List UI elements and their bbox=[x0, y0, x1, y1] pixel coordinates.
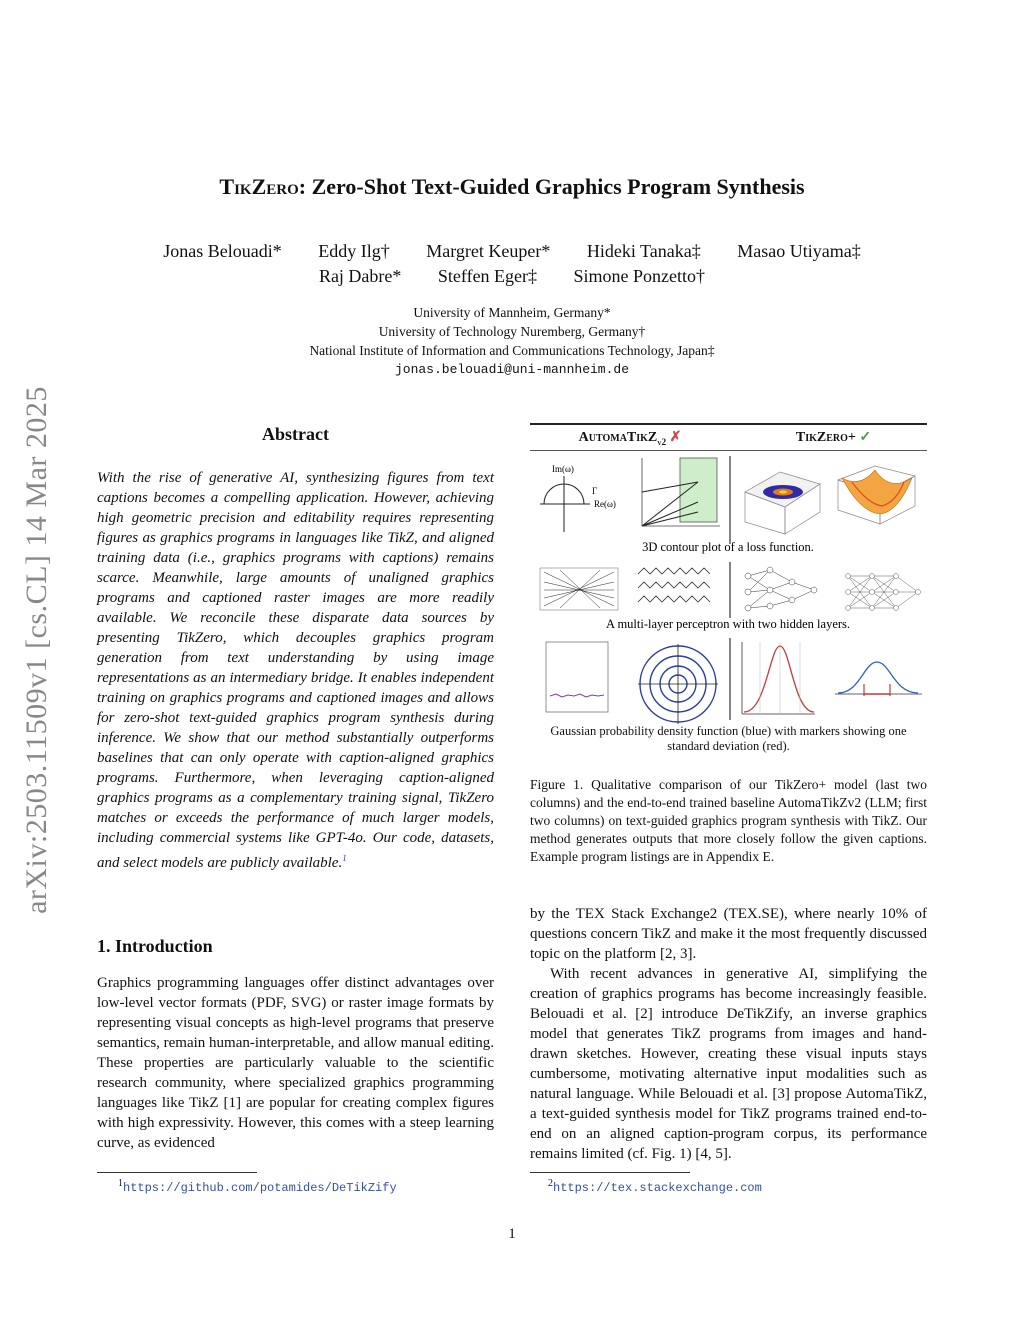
svg-text:Γ: Γ bbox=[592, 486, 598, 496]
figure-panels bbox=[530, 452, 927, 762]
panel-3d-contour bbox=[745, 472, 820, 534]
author: Steffen Eger‡ bbox=[437, 266, 538, 286]
panel-mlp-2 bbox=[638, 568, 710, 602]
footnote-ref[interactable]: 1 bbox=[342, 853, 347, 863]
author: Simone Ponzetto† bbox=[573, 266, 706, 286]
panel-vector-lines bbox=[642, 458, 720, 526]
abstract-heading: Abstract bbox=[262, 424, 329, 444]
author: Hideki Tanaka‡ bbox=[586, 241, 701, 261]
right-col-paragraph-1: by the TEX Stack Exchange2 (TEX.SE), where nearly 10% of questions concern TikZ and make it the most frequently discussed topic on the platform [2, 3]. bbox=[530, 906, 927, 962]
abstract-body: With the rise of generative AI, synthesizing figures from text captions becomes a compelling application. However, achieving high geometric precision and editability requires representing figures as graphics programs in languages like TikZ, and aligned training data (i.e., graphics programs with captions) remains scarce. Meanwhile, large amounts of unaligned graphics programs and captioned raster images are more readily available. We reconcile these disparate data sources by presenting TikZero, which decouples graphics program generation from text understanding by using image representations as an intermediary bridge. It enables independent training on graphics programs and captioned images and allows for zero-shot text-guided graphics program synthesis during inference. We show that our method substantially outperforms baselines that can only operate with caption-aligned graphics programs. Furthermore, when leveraging caption-aligned graphics programs as a complementary training signal, TikZero matches or exceeds the performance of much larger models, including commercial systems like GPT-4o. Our code, datasets, and select models are publicly available.$^1$ bbox=[97, 470, 494, 871]
author: Eddy Ilg† bbox=[318, 241, 390, 261]
row-caption-2: A multi-layer perceptron with two hidden layers. bbox=[605, 617, 851, 631]
author: Raj Dabre* bbox=[318, 266, 402, 286]
right-col-paragraph-2: With recent advances in generative AI, simplifying the creation of graphics programs has become increasingly feasible. Belouadi et al. [2] introduce DeTikZify, an inverse graphics model that generates TikZ programs from images and hand-drawn sketches. However, creating these visual inputs stays cumbersome, motivating alternative input modalities such as natural language. While Belouadi et al. [3] propose AutomaTikZ, a text-guided synthesis model for TikZ programs trained end-to-end on an aligned caption-program corpus, its performance remains limited (cf. Fig. 1) [4, 5]. bbox=[530, 966, 927, 1162]
page-number: 1 bbox=[508, 1226, 516, 1242]
footnote-rule bbox=[530, 1172, 690, 1173]
figure-caption: Figure 1. Qualitative comparison of our TikZero+ model (last two columns) and the end-to-end trained baseline AutomaTikZv2 (LLM; first two columns) on text-guided graphics program synthesis with TikZ. Our method generates outputs that more closely follow the given captions. Example program listings are in Appendix E. bbox=[530, 777, 927, 864]
panel-mlp-4 bbox=[846, 574, 921, 611]
author-row-2 bbox=[0, 266, 1024, 287]
arxiv-id: arXiv:2503.11509v1 [cs.CL] 14 Mar 2025 bbox=[20, 386, 53, 914]
paper-title: TikZero: Zero-Shot Text-Guided Graphics Program Synthesis bbox=[219, 174, 805, 199]
footnote-right: $^2$https://tex.stackexchange.com bbox=[548, 1178, 762, 1195]
author: Margret Keuper* bbox=[426, 241, 551, 261]
row-caption-1: 3D contour plot of a loss function. bbox=[642, 540, 814, 554]
panel-mlp-3 bbox=[745, 567, 817, 611]
affiliations bbox=[0, 303, 1024, 379]
figure-column-header-right: TikZero+ ✓ bbox=[795, 430, 872, 445]
footnote-link[interactable]: https://tex.stackexchange.com bbox=[553, 1181, 762, 1195]
intro-body: Graphics programming languages offer distinct advantages over low-level vector formats (PDF, SVG) or raster image formats by representing visual concepts as high-level programs that preserve semantics, remain human-interpretable, and allow manual editing. These properties are particularly valuable to the scientific research community, where specialized graphics programming languages like TikZ [1] are popular for creating complex figures with high expressivity. However, this comes with a steep learning curve, as evidenced bbox=[97, 975, 494, 1151]
author: Masao Utiyama‡ bbox=[737, 241, 861, 261]
footnote-link[interactable]: https://github.com/potamides/DeTikZify bbox=[123, 1181, 397, 1195]
panel-gaussian-1 bbox=[742, 642, 815, 714]
affiliation: University of Technology Nuremberg, Germany† bbox=[378, 324, 646, 339]
row-caption-3: Gaussian probability density function (blue) with markers showing one standard deviation (red). bbox=[550, 724, 907, 753]
footnote-left: $^1$https://github.com/potamides/DeTikZify bbox=[118, 1178, 397, 1195]
svg-text:Re(ω): Re(ω) bbox=[594, 499, 616, 509]
panel-gaussian-2 bbox=[835, 662, 922, 696]
affiliation: University of Mannheim, Germany* bbox=[413, 305, 611, 320]
svg-text:Im(ω): Im(ω) bbox=[552, 464, 574, 474]
panel-3d-surface bbox=[838, 466, 915, 524]
affiliation: National Institute of Information and Communications Technology, Japan‡ bbox=[309, 343, 715, 358]
intro-heading: 1. Introduction bbox=[97, 936, 213, 956]
footnote-rule bbox=[97, 1172, 257, 1173]
author-row-1 bbox=[0, 241, 1024, 262]
panel-mlp-1 bbox=[540, 568, 618, 610]
panel-complex-plane bbox=[540, 464, 616, 532]
panel-scatter-series bbox=[546, 642, 608, 712]
check-mark-icon: ✓ bbox=[859, 430, 872, 445]
email[interactable]: jonas.belouadi@uni-mannheim.de bbox=[394, 362, 630, 377]
cross-mark-icon: ✗ bbox=[669, 430, 682, 445]
figure-column-header-left: AutomaTikZ$_{v2}$ ✗ bbox=[578, 430, 682, 447]
arxiv-sidebar bbox=[12, 350, 62, 950]
figure-top-rule bbox=[530, 423, 927, 425]
author: Jonas Belouadi* bbox=[163, 241, 282, 261]
panel-concentric-circles bbox=[638, 644, 718, 724]
figure-header-rule bbox=[530, 450, 927, 451]
